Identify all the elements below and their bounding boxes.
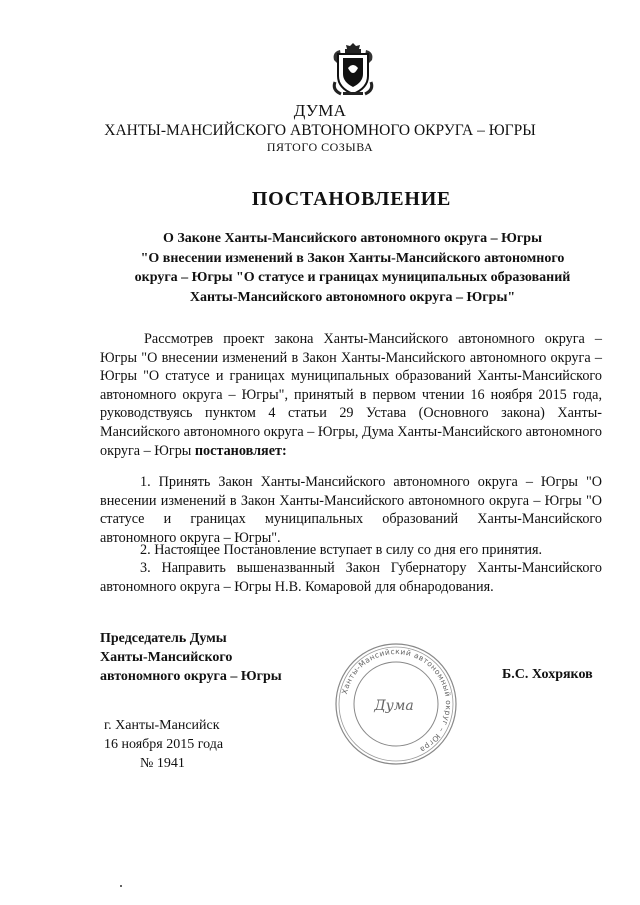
official-stamp [333,641,459,767]
document-number: № 1941 [140,756,185,771]
title-line: О Законе Ханты-Мансийского автономного округа – Югры [163,231,542,246]
title-line: округа – Югры "О статусе и границах муниципальных образований [134,270,571,285]
stamp-ring-text: Ханты-Мансийский автономный округ – Югра [340,646,454,755]
title-line: "О внесении изменений в Закон Ханты-Мансийского автономного [140,250,565,266]
position-line: Ханты-Мансийского [100,650,233,665]
resolution-item-1: 1. Принять Закон Ханты-Мансийского автономного округа – Югры "О внесении изменений в Закон Ханты-Мансийского автономного округа – Югры "О статусе и границах муниципальных образований Ханты-Мансийского автономного округа – Югры". [100,474,602,546]
org-name-line2: ХАНТЫ-МАНСИЙСКОГО АВТОНОМНОГО ОКРУГА – ЮГРЫ [104,122,536,139]
scan-speck [120,885,122,887]
org-name-line1: ДУМА [293,101,347,120]
coat-of-arms-emblem [329,42,377,98]
preamble-paragraph [100,330,602,460]
position-line: Председатель Думы [100,631,227,646]
document-place-date [104,716,223,773]
preamble-text: Рассмотрев проект закона Ханты-Мансийского автономного округа – Югры "О внесении изменений в Закон Ханты-Мансийского автономного округа – Югры "О статусе и границах муниципальных образований Ханты-Мансийского автономного округа – Югры", принятый в первом чтении 16 ноября 2015 года, руководствуясь пунктом 4 статьи 29 Устава (Основного закона) Ханты-Мансийского автономного округа – Югры, Дума Ханты-Мансийского автономного округа – Югры [100,331,602,459]
document-title [100,229,605,307]
title-line: Ханты-Мансийского автономного округа – Югры" [189,289,516,305]
stamp-center-text: Дума [374,698,414,714]
convocation-line: ПЯТОГО СОЗЫВА [266,140,374,154]
resolution-item-3: 3. Направить вышеназванный Закон Губернатору Ханты-Мансийского автономного округа – Югры Н.В. Комаровой для обнародования. [100,560,602,595]
signatory-position [100,629,282,686]
city: г. Ханты-Мансийск [104,718,220,733]
signatory-name: Б.С. Хохряков [502,667,593,682]
date: 16 ноября 2015 года [104,737,224,752]
preamble-resolves: постановляет: [194,442,287,459]
document-type-heading: ПОСТАНОВЛЕНИЕ [251,188,452,210]
position-line: автономного округа – Югры [100,669,282,684]
resolution-item-2: 2. Настоящее Постановление вступает в силу со дня его принятия. [140,542,543,558]
